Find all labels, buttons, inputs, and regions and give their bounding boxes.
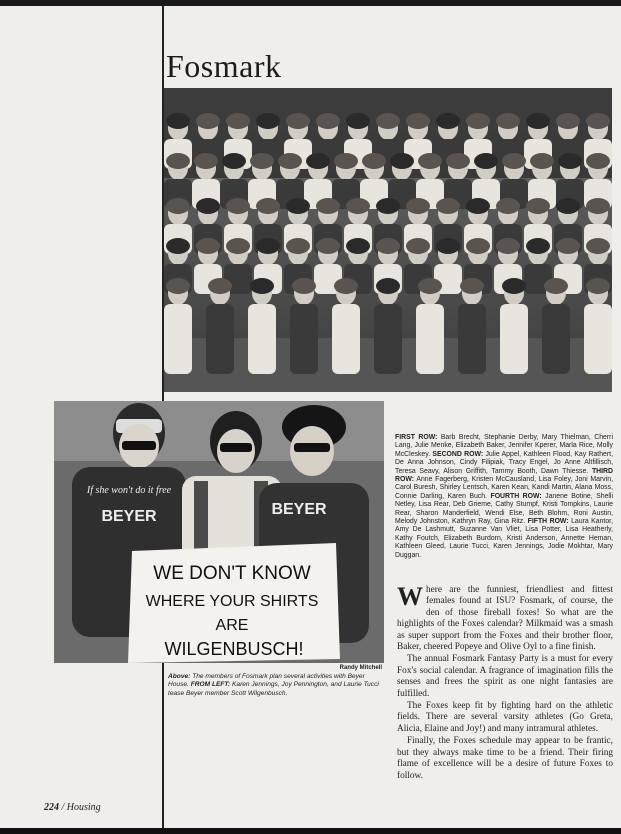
section-name: / Housing xyxy=(59,802,101,813)
page-folio xyxy=(44,802,101,813)
name-list xyxy=(395,434,613,560)
person-hair xyxy=(196,113,220,129)
person-hair xyxy=(436,113,460,129)
person-hair xyxy=(446,153,470,169)
person-hair xyxy=(526,113,550,129)
person-hair xyxy=(466,198,490,214)
paragraph-1 xyxy=(397,582,613,653)
row-names: Julie Appel, Kathleen Flood, Kay Rathert, De Anna Johnson, Cindy Filipiak, Tracy Engel, Jo Anne Altfillisch, Teresa Seavy, Alison Griffith, Tammy Booth, Dawn Thiesse. xyxy=(395,450,614,475)
person-hair xyxy=(306,153,330,169)
paragraph-2: The annual Fosmark Fantasy Party is a must for every Fox's social calendar. A fragrance of imagination fills the senses and frees the spirit as one night fantasies are fulfilled. xyxy=(397,654,613,699)
person-hair xyxy=(556,238,580,254)
caption-text-1: The members of Fosmark plan several activities with Beyer House. xyxy=(168,673,365,689)
person-hair xyxy=(586,153,610,169)
person-hair xyxy=(196,198,220,214)
person-hair xyxy=(166,113,190,129)
person-hair xyxy=(460,278,484,294)
person-hair xyxy=(166,153,190,169)
person-hair xyxy=(586,198,610,214)
row-label: SECOND ROW: xyxy=(432,450,484,458)
person-hair xyxy=(166,278,190,294)
caption-lead: Above: xyxy=(168,673,191,680)
left-shirt-name: BEYER xyxy=(101,508,157,525)
row-label: THIRD ROW: xyxy=(395,467,613,484)
drop-cap: W xyxy=(397,582,423,611)
person-body xyxy=(584,304,612,374)
row-names: Janene Botine, Shelli Netley, Lisa Rear, Deb Grieme, Cathy Stumpf, Kristi Tompkins, Laurie Rear, Sharon Manderfield, Wendi Else, Beth Blohm, Roni Austin, Melody Johnston, Kathryn Ray, Gina Ritz. xyxy=(395,492,613,526)
person-hair xyxy=(226,198,250,214)
page-number: 224 xyxy=(44,802,59,813)
person-hair xyxy=(556,113,580,129)
person-hair xyxy=(474,153,498,169)
person-hair xyxy=(316,238,340,254)
person-body xyxy=(332,304,360,374)
person-hair xyxy=(256,238,280,254)
caption-from-left: FROM LEFT: xyxy=(190,681,231,689)
person-hair xyxy=(544,278,568,294)
row-names: Anne Fagerberg, Kristen McCausland, Lisa Foley, Joni Marvin, Carol Buresh, Shirley Lentsch, Karen Kean, Kandi Martin, Alana Moss, Connie Darling, Karen Buch. xyxy=(395,476,613,500)
person-hair xyxy=(466,238,490,254)
person-hair xyxy=(316,113,340,129)
person-hair xyxy=(196,238,220,254)
person-hair xyxy=(346,198,370,214)
right-shirt-name: BEYER xyxy=(271,501,327,518)
person-hair xyxy=(406,113,430,129)
person-body xyxy=(374,304,402,374)
caption-text-2: Karen Jennings, Joy Pennington, and Laurie Tucci tease Beyer member Scott Wilgenbusch. xyxy=(168,681,379,697)
person-hair xyxy=(250,278,274,294)
person-hair xyxy=(466,113,490,129)
page-title: Fosmark xyxy=(166,48,282,84)
person-hair xyxy=(346,238,370,254)
person-hair xyxy=(286,238,310,254)
sign-line-3: ARE xyxy=(215,617,249,634)
person-hair xyxy=(496,113,520,129)
person-hair xyxy=(502,278,526,294)
photo-credit: Randy Mitchell xyxy=(339,665,382,671)
person-hair xyxy=(334,278,358,294)
person-body xyxy=(458,304,486,374)
group-photo-image xyxy=(164,88,612,392)
person-hair xyxy=(436,238,460,254)
person-body xyxy=(500,304,528,374)
sign-line-1: WE DON'T KNOW xyxy=(153,563,311,584)
person-hair xyxy=(496,238,520,254)
inset-photo xyxy=(54,401,384,663)
person-hair xyxy=(166,238,190,254)
article-body xyxy=(397,582,613,783)
person-hair xyxy=(208,278,232,294)
paragraph-3: The Foxes keep fit by fighting hard on the athletic fields. There are several varsity athletes (Go Greta, Alicia, Elaine and Joy!) and many intramural athletes. xyxy=(397,701,613,734)
person-hair xyxy=(406,198,430,214)
row-label: FIRST ROW: xyxy=(395,434,438,441)
row-names: Barb Brecht, Stephanie Derby, Mary Thielman, Cherri Lang, Julie Menke, Elizabeth Baker, Jennifer Kperer, Marla Rice, Molly McCleskey. xyxy=(395,434,613,458)
person-hair xyxy=(502,153,526,169)
person-hair xyxy=(376,238,400,254)
person-body xyxy=(206,304,234,374)
person-hair xyxy=(286,198,310,214)
person-hair xyxy=(278,153,302,169)
left-shirt-slogan: If she won't do it free xyxy=(86,485,172,496)
person-hair xyxy=(334,153,358,169)
person-hair xyxy=(222,153,246,169)
inset-photo-image xyxy=(54,401,384,663)
row-label: FOURTH ROW: xyxy=(490,492,542,500)
person-hair xyxy=(586,238,610,254)
person-hair xyxy=(362,153,386,169)
person-body xyxy=(248,304,276,374)
person-hair xyxy=(256,113,280,129)
person-hair xyxy=(436,198,460,214)
person-hair xyxy=(316,198,340,214)
sign-line-4: WILGENBUSCH! xyxy=(164,639,304,659)
person-hair xyxy=(496,198,520,214)
person-hair xyxy=(346,113,370,129)
paragraph-1-text: here are the funniest, friendliest and fittest females found at ISU? Fosmark, of course, the den of those fireball foxes! So what are the highlights of the Foxes calendar? Milkmaid was a smash as super support from the Foxes and their brother floor, Baker, cheered Popeye and Olive Oyl to a fine finish. xyxy=(397,585,613,653)
person-hair xyxy=(530,153,554,169)
person-hair xyxy=(226,113,250,129)
person-hair xyxy=(194,153,218,169)
group-photo xyxy=(164,88,612,392)
person-hair xyxy=(526,238,550,254)
person-hair xyxy=(250,153,274,169)
person-hair xyxy=(286,113,310,129)
person-hair xyxy=(376,278,400,294)
row-label: FIFTH ROW: xyxy=(527,518,569,526)
person-hair xyxy=(556,198,580,214)
person-hair xyxy=(376,113,400,129)
person-hair xyxy=(390,153,414,169)
inset-caption xyxy=(168,673,383,698)
person-body xyxy=(416,304,444,374)
row-names: Laura Kantor, Amy De Lashmutt, Suzanne Van Vliet, Lisa Potter, Lisa Heatherly, Kathy Foutch, Elizabeth Burdorn, Kristi Anderson, Annette Heman, Kathleen Gleed, Laurie Tucci, Karen Jennings, Jodie Mokhtar, Mary Duggan. xyxy=(395,518,613,559)
person-hair xyxy=(256,198,280,214)
person-hair xyxy=(586,278,610,294)
person-hair xyxy=(558,153,582,169)
person-hair xyxy=(418,278,442,294)
sign-line-2: WHERE YOUR SHIRTS xyxy=(145,593,319,610)
paragraph-4: Finally, the Foxes schedule may appear to be frantic, but they always make time to be a friend. Their firing flame of excellence will be a desire of future Foxes to follow. xyxy=(397,736,613,781)
person-body xyxy=(290,304,318,374)
page-bottom-edge xyxy=(0,828,621,834)
person-hair xyxy=(406,238,430,254)
person-hair xyxy=(526,198,550,214)
person-hair xyxy=(418,153,442,169)
person-hair xyxy=(292,278,316,294)
person-hair xyxy=(586,113,610,129)
person-hair xyxy=(166,198,190,214)
person-hair xyxy=(226,238,250,254)
person-hair xyxy=(376,198,400,214)
person-body xyxy=(164,304,192,374)
person-body xyxy=(542,304,570,374)
